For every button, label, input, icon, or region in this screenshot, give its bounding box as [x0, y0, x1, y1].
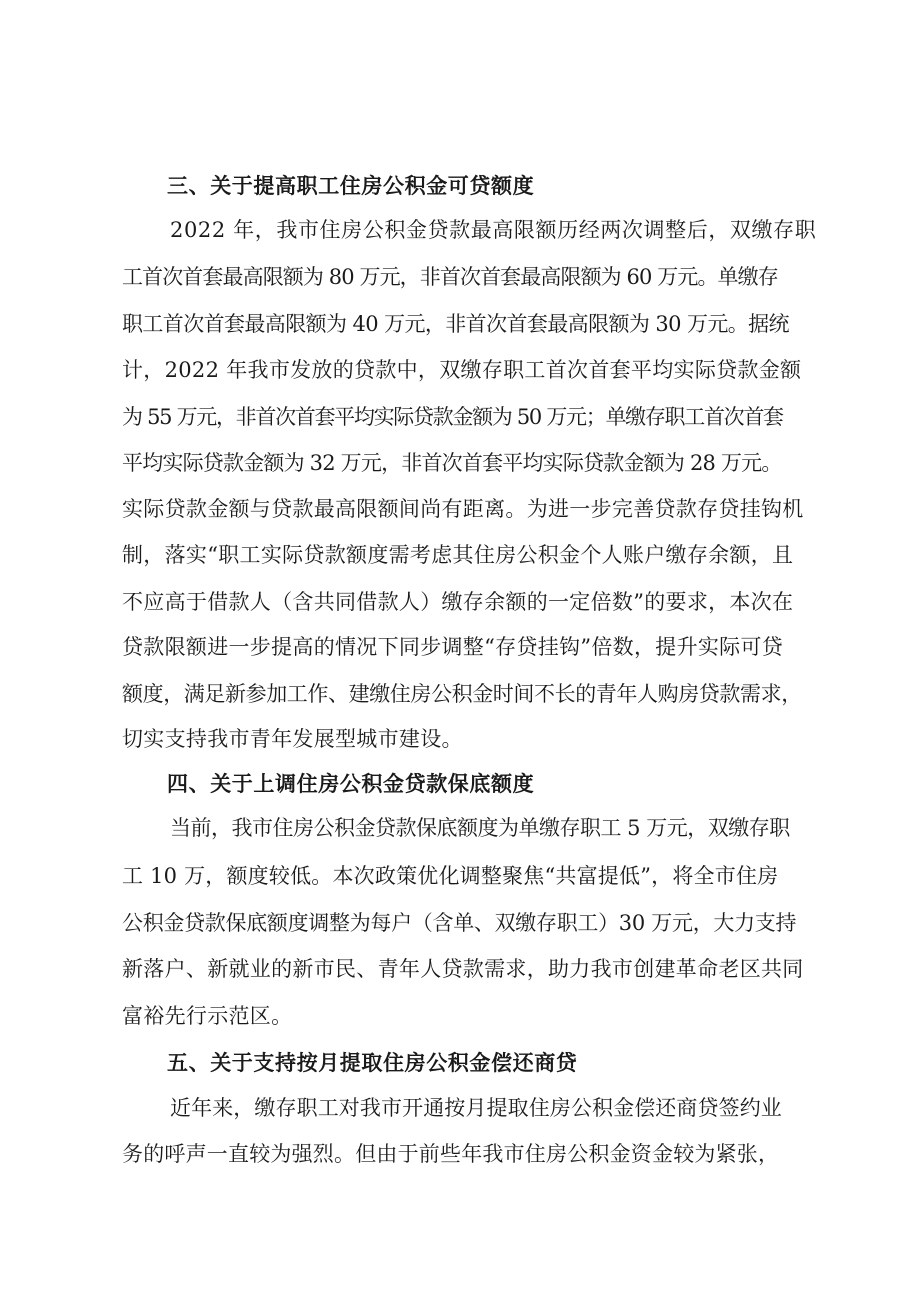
section-5-line-1: 近年来，缴存职工对我市开通按月提取住房公积金偿还商贷签约业	[170, 1096, 782, 1120]
section-3-line-6: 平均实际贷款金额为 32 万元，非首次首套平均实际贷款金额为 28 万元。	[122, 451, 782, 475]
section-3-line-9: 不应高于借款人（含共同借款人）缴存余额的一定倍数”的要求，本次在	[122, 590, 794, 614]
section-5-heading: 五、关于支持按月提取住房公积金偿还商贷	[167, 1050, 578, 1075]
section-5-line-2: 务的呼声一直较为强烈。但由于前些年我市住房公积金资金较为紧张，	[122, 1142, 780, 1166]
section-4-line-1: 当前，我市住房公积金贷款保底额度为单缴存职工 5 万元，双缴存职	[170, 816, 790, 840]
section-4-line-5: 富裕先行示范区。	[122, 1004, 293, 1028]
section-4-heading: 四、关于上调住房公积金贷款保底额度	[167, 771, 535, 796]
section-3-line-5: 为 55 万元，非首次首套平均实际贷款金额为 50 万元；单缴存职工首次首套	[122, 405, 783, 429]
section-4-line-3: 公积金贷款保底额度调整为每户（含单、双缴存职工）30 万元，大力支持	[122, 911, 797, 935]
section-4-line-2: 工 10 万，额度较低。本次政策优化调整聚焦“共富提低”，将全市住房	[122, 864, 779, 888]
section-3-line-4: 计，2022 年我市发放的贷款中，双缴存职工首次首套平均实际贷款金额	[122, 358, 802, 382]
section-3-line-8: 制，落实“职工实际贷款额度需考虑其住房公积金个人账户缴存余额，且	[122, 543, 794, 567]
section-3-line-1: 2022 年，我市住房公积金贷款最高限额历经两次调整后，双缴存职	[170, 218, 817, 242]
section-3-heading: 三、关于提高职工住房公积金可贷额度	[167, 173, 535, 198]
section-3-line-12: 切实支持我市青年发展型城市建设。	[122, 727, 463, 751]
section-3-line-3: 职工首次首套最高限额为 40 万元，非首次首套最高限额为 30 万元。据统	[122, 312, 789, 336]
section-3-line-11: 额度，满足新参加工作、建缴住房公积金时间不长的青年人购房贷款需求，	[122, 682, 802, 706]
section-3-line-7: 实际贷款金额与贷款最高限额间尚有距离。为进一步完善贷款存贷挂钩机	[122, 497, 804, 521]
section-4-line-4: 新落户、新就业的新市民、青年人贷款需求，助力我市创建革命老区共同	[122, 957, 804, 981]
section-3-line-2: 工首次首套最高限额为 80 万元，非首次首套最高限额为 60 万元。单缴存	[122, 265, 778, 289]
section-3-line-10: 贷款限额进一步提高的情况下同步调整“存贷挂钩”倍数，提升实际可贷	[122, 635, 784, 659]
